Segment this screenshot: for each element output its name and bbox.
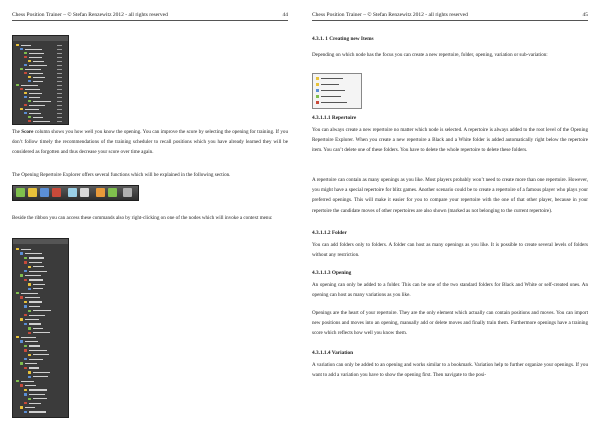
ribbon-button-icon [28,188,37,197]
tree-icon [24,257,27,259]
ribbon-button-icon [123,188,132,197]
tree-icon [24,349,27,351]
tree-icon [20,68,23,70]
opening-icon [316,89,319,92]
tree-icon [24,305,27,307]
ribbon-button-icon [40,188,49,197]
tree-icon [20,406,23,408]
tree-icon [24,323,27,325]
tree-icon [24,104,27,106]
folder-icon [316,83,319,86]
tree-icon [28,398,31,400]
tree-icon [28,310,31,312]
opening-paragraph-1: An opening can only be added to a folder. This can be one of the two standard folders for Black and White or self-created ones. An opening can host as many variations as you like. [312,282,588,299]
header-title: Chess Position Trainer – © Stefan Renzewitz 2012 - all rights reserved [12,12,168,18]
folder-icon [316,77,319,80]
opening-paragraph-2: Openings are the heart of your repertoire. They are the only element which actually can contain positions and moves. You can import new positions and moves into an opening, manually add or delete moves and finally train them. Furthermore openings have a training score which reflects how well you know them. [312,310,588,337]
new-items-screenshot [312,73,362,109]
tree-icon [16,248,19,250]
tree-icon [20,48,23,50]
tree-icon [24,52,27,54]
tree-icon [20,318,23,320]
tree-icon [24,279,27,281]
tree-icon [16,380,19,382]
tree-icon [28,354,31,356]
tree-icon [20,274,23,276]
tree-icon [24,56,27,58]
tree-icon [28,116,31,118]
ribbon-button-icon [80,188,89,197]
ribbon-button-icon [52,188,61,197]
tree-icon [24,64,27,66]
left-page-header [12,10,288,21]
tree-icon [28,327,31,329]
heading-creating-items: 4.3.1. 1 Creating new Items [312,36,374,42]
ribbon-button-icon [68,188,77,197]
heading-folder: 4.3.1.1.2 Folder [312,230,347,236]
creating-paragraph: Depending on which node has the focus you can create a new repertoire, folder, opening, variation or sub-variation: [312,52,548,58]
tree-icon [24,261,27,263]
tree-icon [20,384,23,386]
context-menu-paragraph: Beside the ribbon you can access these commands also by right-clicking on one of the nodes which will invoke a context menu: [12,215,273,221]
tree-icon [16,44,19,46]
right-page-header [312,10,588,21]
ribbon-button-icon [108,188,117,197]
repertoire-paragraph-1: You can always create a new repertoire no matter which node is selected. A repertoire is always added to the root level of the Opening Repertoire Explorer. When you create a new repertoire a Black and a White folder is added automatically right below the repertoire item. You can’t delete one of these folders. You have to delete the whole repertoire to delete these folders. [312,127,588,154]
context-menu-screenshot [12,238,69,418]
tree-icon [28,100,31,102]
tree-icon [20,88,23,90]
tree-icon [16,336,19,338]
tree-icon [28,60,31,62]
tree-icon [20,252,23,254]
opening-icon [316,101,319,104]
tree-icon [24,301,27,303]
tree-icon [28,376,31,378]
repertoire-explorer-screenshot [12,35,69,125]
header-title: Chess Position Trainer – © Stefan Renzewitz 2012 - all rights reserved [312,12,468,18]
tree-icon [24,393,27,395]
tree-icon [16,84,19,86]
folder-paragraph: You can add folders only to folders. A folder can host as many openings as you like. It is possible to create several levels of folders without any restriction. [312,242,588,259]
heading-variation: 4.3.1.1.4 Variation [312,350,354,356]
tree-icon [24,92,27,94]
tree-icon [24,402,27,404]
tree-icon [24,358,27,360]
tree-icon [28,266,31,268]
heading-opening: 4.3.1.1.3 Opening [312,270,352,276]
functions-paragraph: The Opening Repertoire Explorer offers several functions which will be explained in the following section. [12,172,231,178]
repertoire-paragraph-2: A repertoire can contain as many openings as you like. Most players probably won’t need to create more than one repertoire. However, you might have a special repertoire for blitz games. Another scenario could be to create a repertoire of a famous player who plays your preferred openings. This will make it easier for you to compare your repertoire with the one of that other player, because in your repertoire the candidate moves of other repertoires are also shown (marked as not belonging to the current repertoire). [312,177,588,214]
tree-icon [24,411,27,413]
tree-icon [24,389,27,391]
ribbon-button-icon [96,188,105,197]
tree-icon [20,296,23,298]
tree-icon [20,340,23,342]
right-page [300,0,600,424]
tree-icon [24,270,27,272]
tree-icon [16,292,19,294]
tree-icon [24,345,27,347]
score-paragraph: The Score column shows you how well you know the opening. You can improve the score by selecting the opening for training. If you don’t follow timely the recommendations of the training scheduler to recall positions which you have already learned they will be considered as forgotten and thus decrease your score over time again. [12,129,288,156]
variation-paragraph: A variation can only be added to an opening and works similar to a bookmark. Variation help to further organize your openings. If you want to add a variation you have to show the opening first. Then navigate to the posi- [312,362,588,379]
tree-icon [28,80,31,82]
tree-icon [20,108,23,110]
tree-icon [28,120,31,122]
ribbon-screenshot [12,185,139,201]
tree-icon [24,72,27,74]
opening-icon [316,95,319,98]
tree-icon [20,362,23,364]
tree-icon [28,283,31,285]
score-term: Score [21,129,34,135]
tree-icon [24,314,27,316]
heading-repertoire: 4.3.1.1.1 Repertoire [312,115,357,121]
tree-icon [24,112,27,114]
page-number: 45 [582,12,588,18]
page-number: 44 [282,12,288,18]
ribbon-button-icon [16,188,25,197]
tree-icon [28,332,31,334]
tree-icon [24,96,27,98]
tree-icon [28,288,31,290]
tree-icon [24,367,27,369]
tree-icon [28,371,31,373]
tree-icon [28,76,31,78]
